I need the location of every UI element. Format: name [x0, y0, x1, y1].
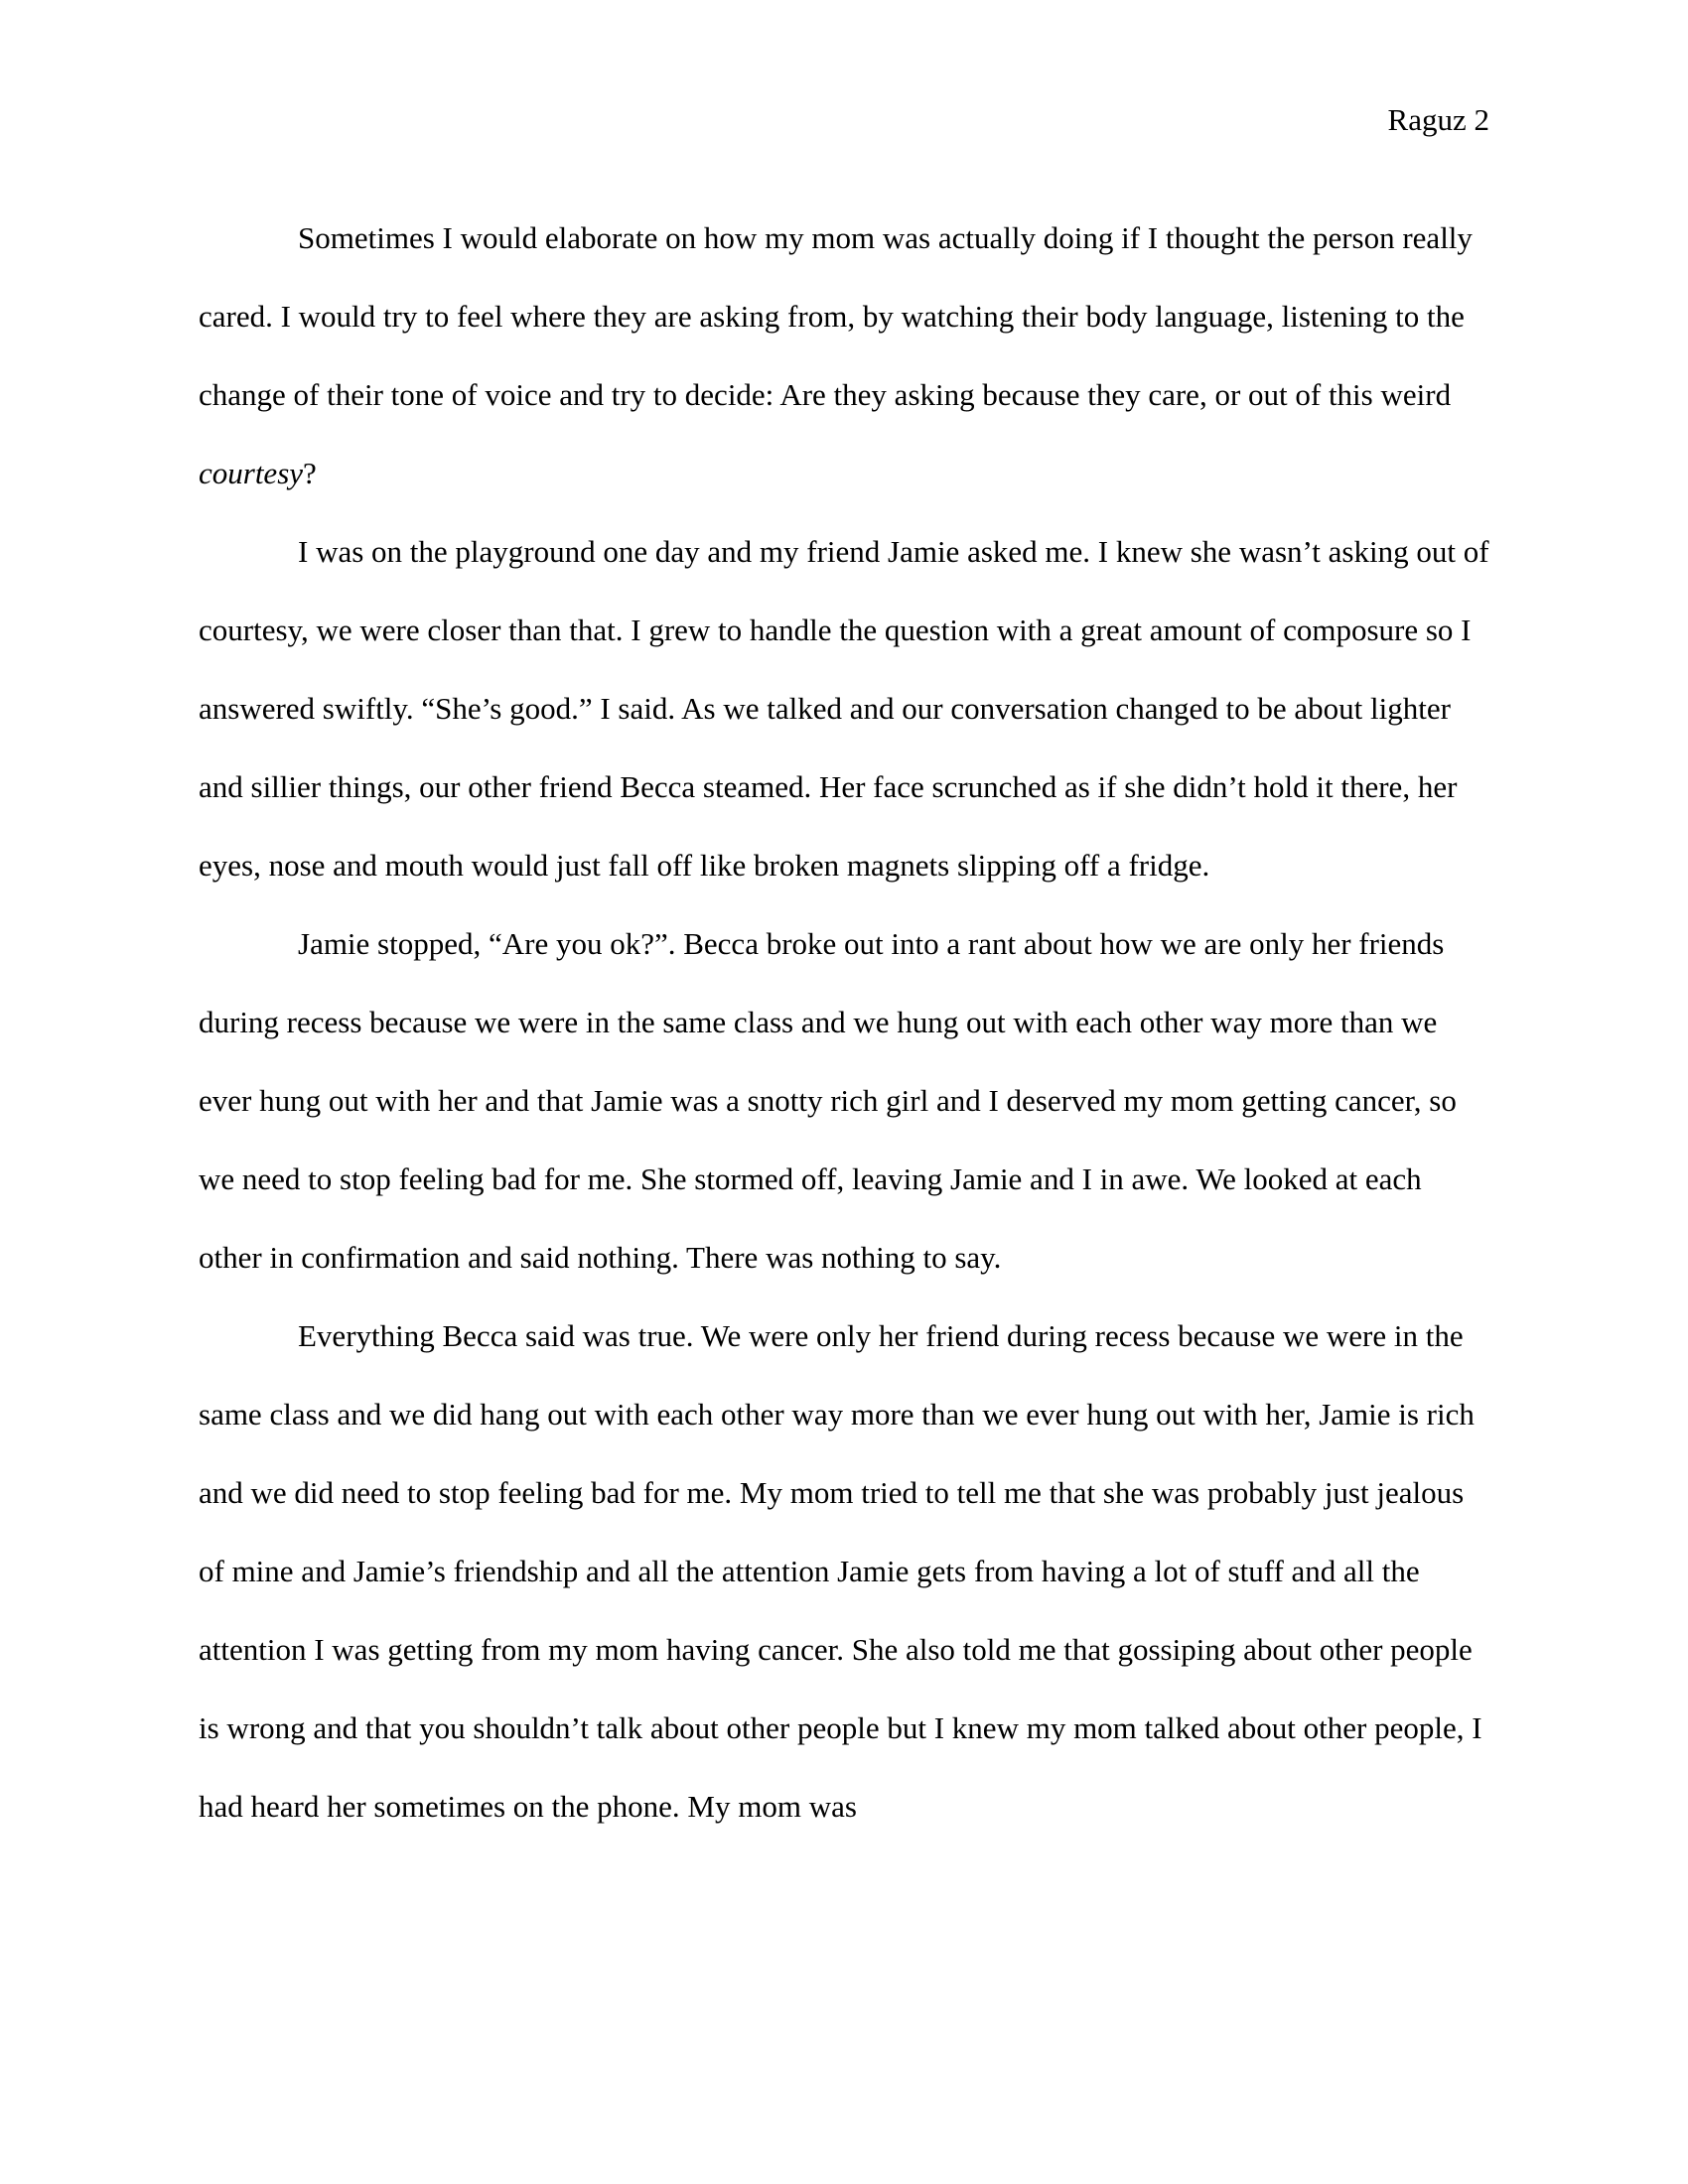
paragraph-1 [199, 199, 1489, 512]
italic-word: courtesy [199, 456, 304, 490]
paragraph-2: I was on the playground one day and my friend Jamie asked me. I knew she wasn’t asking out of courtesy, we were closer than that. I grew to handle the question with a great amount of composure so I answered swiftly. “She’s good.” I said. As we talked and our conversation changed to be about lighter and sillier things, our other friend Becca steamed. Her face scrunched as if she didn’t hold it there, her eyes, nose and mouth would just fall off like broken magnets slipping off a fridge. [199, 534, 1489, 883]
running-head: Raguz 2 [1387, 102, 1489, 137]
paragraph-1-text: Sometimes I would elaborate on how my mom was actually doing if I thought the person really cared. I would try to feel where they are asking from, by watching their body language, listening to the change of their tone of voice and try to decide: Are they asking because they care, or out of this weird [199, 220, 1473, 412]
paragraph-3: Jamie stopped, “Are you ok?”. Becca broke out into a rant about how we are only her friends during recess because we were in the same class and we hung out with each other way more than we ever hung out with her and that Jamie was a snotty rich girl and I deserved my mom getting cancer, so we need to stop feeling bad for me. She stormed off, leaving Jamie and I in awe. We looked at each other in confirmation and said nothing. There was nothing to say. [199, 926, 1457, 1275]
paragraph-1-end: ? [303, 456, 317, 490]
body-text [199, 199, 1489, 1845]
paragraph-4: Everything Becca said was true. We were only her friend during recess because we were in the same class and we did hang out with each other way more than we ever hung out with her, Jamie is rich and we did need to stop feeling bad for me. My mom tried to tell me that she was probably just jealous of mine and Jamie’s friendship and all the attention Jamie gets from having a lot of stuff and all the attention I was getting from my mom having cancer. She also told me that gossiping about other people is wrong and that you shouldn’t talk about other people but I knew my mom talked about other people, I had heard her sometimes on the phone. My mom was [199, 1318, 1482, 1824]
